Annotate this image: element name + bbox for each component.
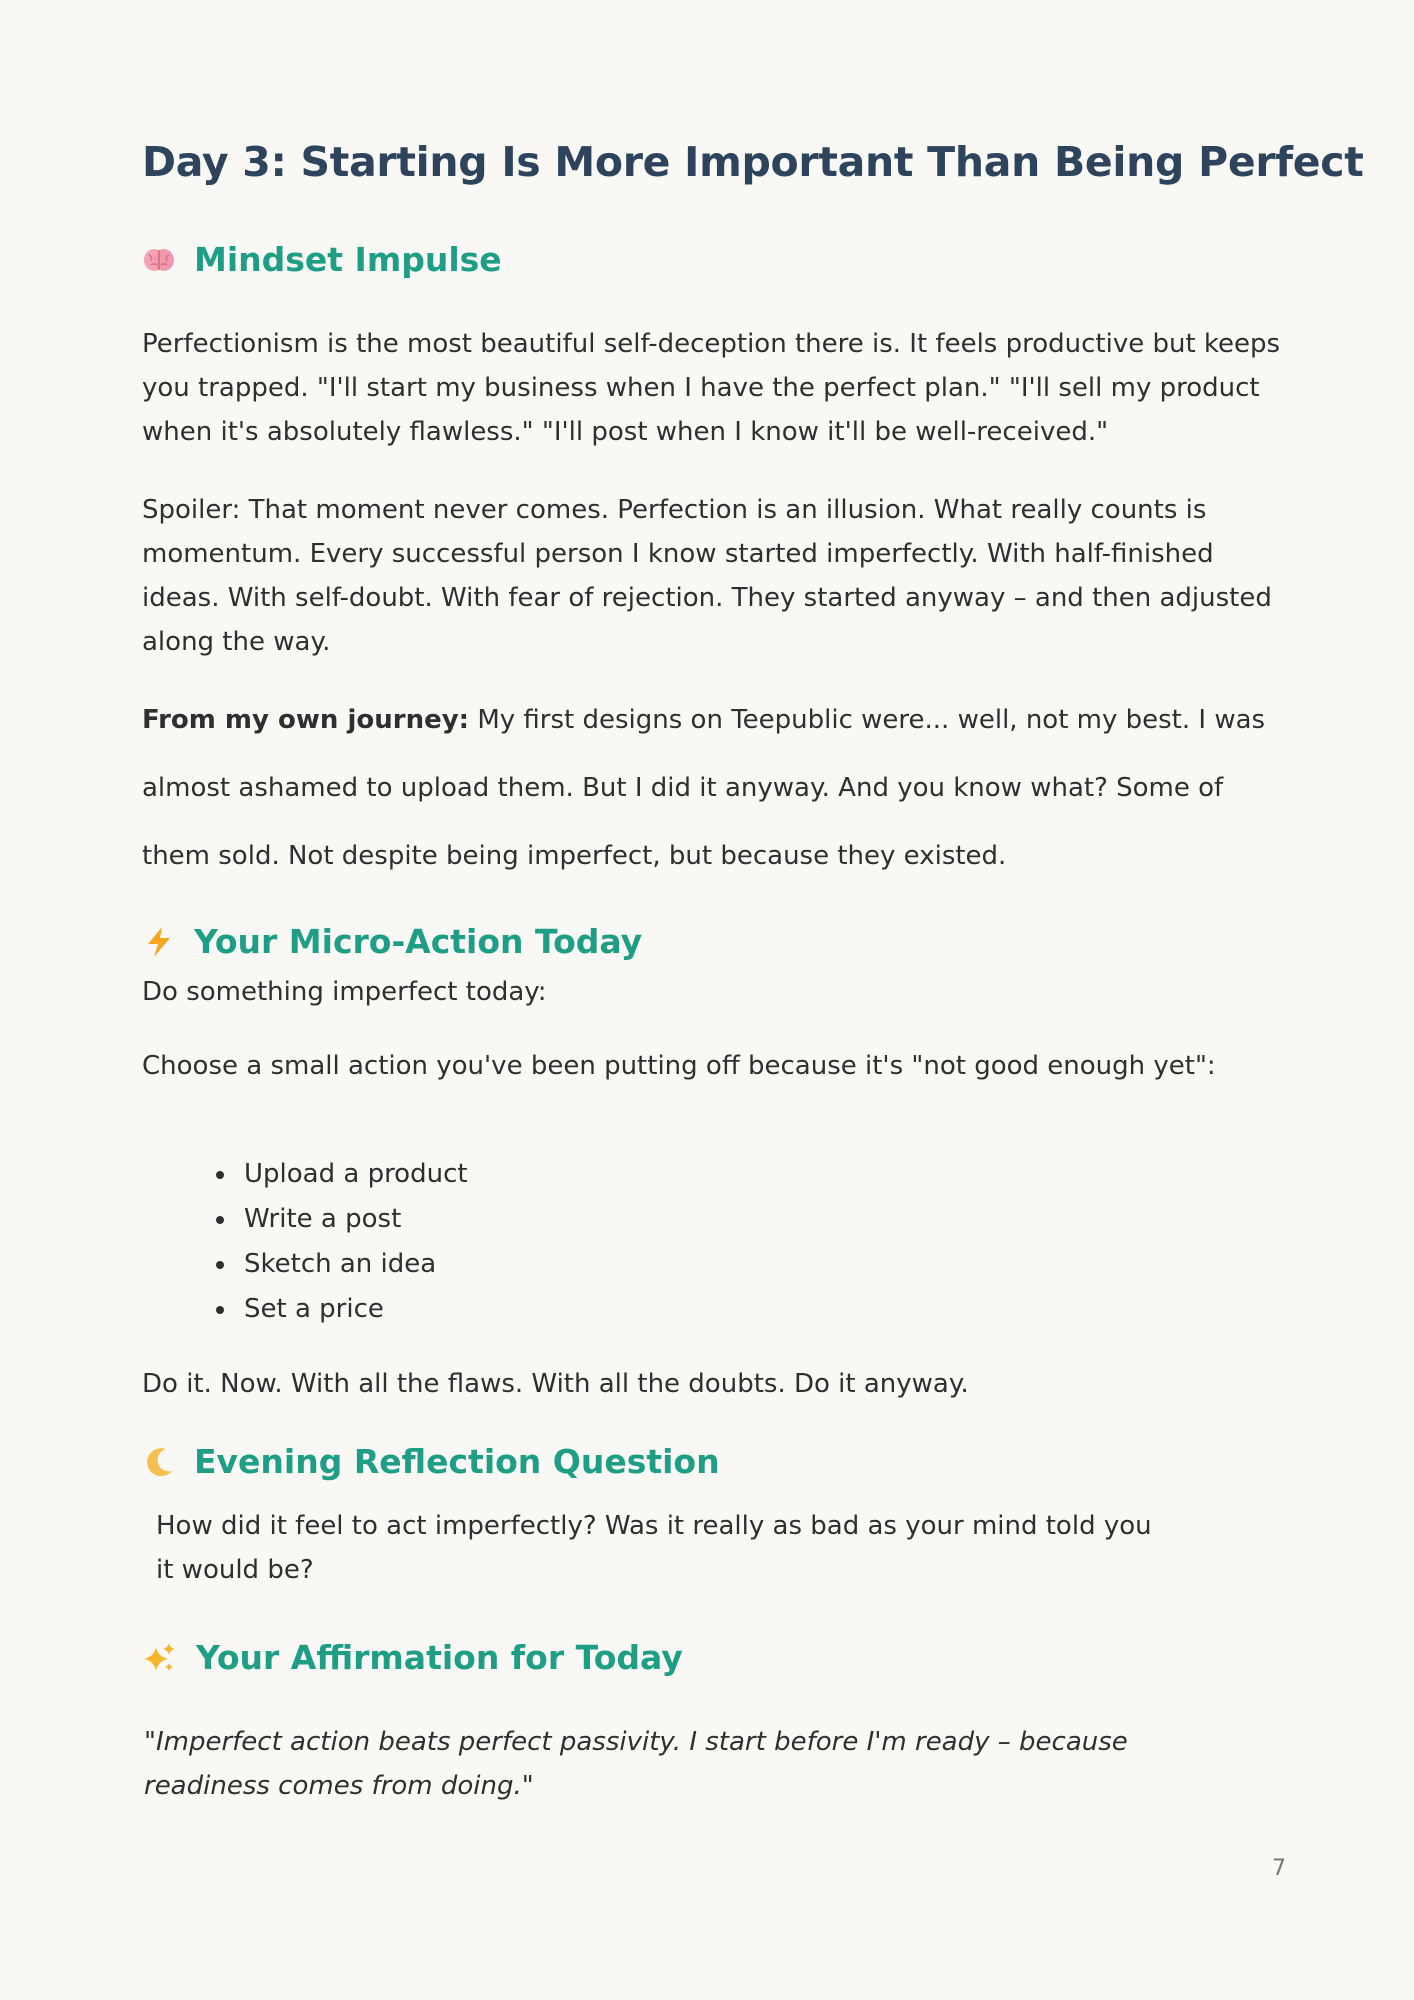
mindset-paragraph-2: Spoiler: That moment never comes. Perfection is an illusion. What really counts is momentum. Every successful person I know started imperfectly. With half-finished ideas. With self-doubt. With fear of rejection. They started anyway – and then adjusted along the way. [142, 495, 1272, 657]
micro-action-intro: Do something imperfect today: [142, 977, 547, 1007]
list-item: Write a post [244, 1197, 468, 1242]
mindset-paragraph-1: Perfectionism is the most beautiful self-deception there is. It feels productive but keeps you trapped. "I'll start my business when I have the perfect plan." "I'll sell my product when it's absolutely flawless." "I'll post when I know it'll be well-received." [142, 329, 1281, 447]
lightning-icon [142, 925, 176, 959]
affirmation-heading-label: Your Affirmation for Today [196, 1638, 683, 1677]
mindset-heading [142, 240, 502, 279]
page-number: 7 [1272, 1856, 1286, 1881]
moon-icon [142, 1445, 176, 1479]
sparkles-icon [142, 1641, 176, 1675]
list-item: Set a price [244, 1287, 468, 1332]
list-item: Sketch an idea [244, 1242, 468, 1287]
micro-action-closing: Do it. Now. With all the flaws. With all the doubts. Do it anyway. [142, 1369, 969, 1399]
brain-icon [142, 243, 176, 277]
reflection-heading [142, 1442, 720, 1481]
reflection-question: How did it feel to act imperfectly? Was it really as bad as your mind told you it would be? [156, 1511, 1152, 1585]
journey-paragraph [142, 686, 1282, 890]
journey-label: From my own journey: [142, 705, 470, 735]
list-item: Upload a product [244, 1152, 468, 1197]
micro-action-heading-label: Your Micro-Action Today [194, 922, 643, 961]
micro-action-instruction: Choose a small action you've been putting off because it's "not good enough yet": [142, 1051, 1216, 1081]
action-list [142, 1152, 468, 1332]
affirmation-heading [142, 1638, 683, 1677]
affirmation-quote: "Imperfect action beats perfect passivity. I start before I'm ready – because readiness comes from doing." [144, 1727, 1128, 1801]
mindset-heading-label: Mindset Impulse [194, 240, 502, 279]
reflection-heading-label: Evening Reflection Question [194, 1442, 720, 1481]
page-title: Day 3: Starting Is More Important Than Being Perfect [142, 138, 1364, 186]
micro-action-heading [142, 922, 642, 961]
journey-text: My first designs on Teepublic were... well, not my best. I was almost ashamed to upload them. But I did it anyway. And you know what? Some of them sold. Not despite being imperfect, but because they existed. [142, 705, 1266, 871]
